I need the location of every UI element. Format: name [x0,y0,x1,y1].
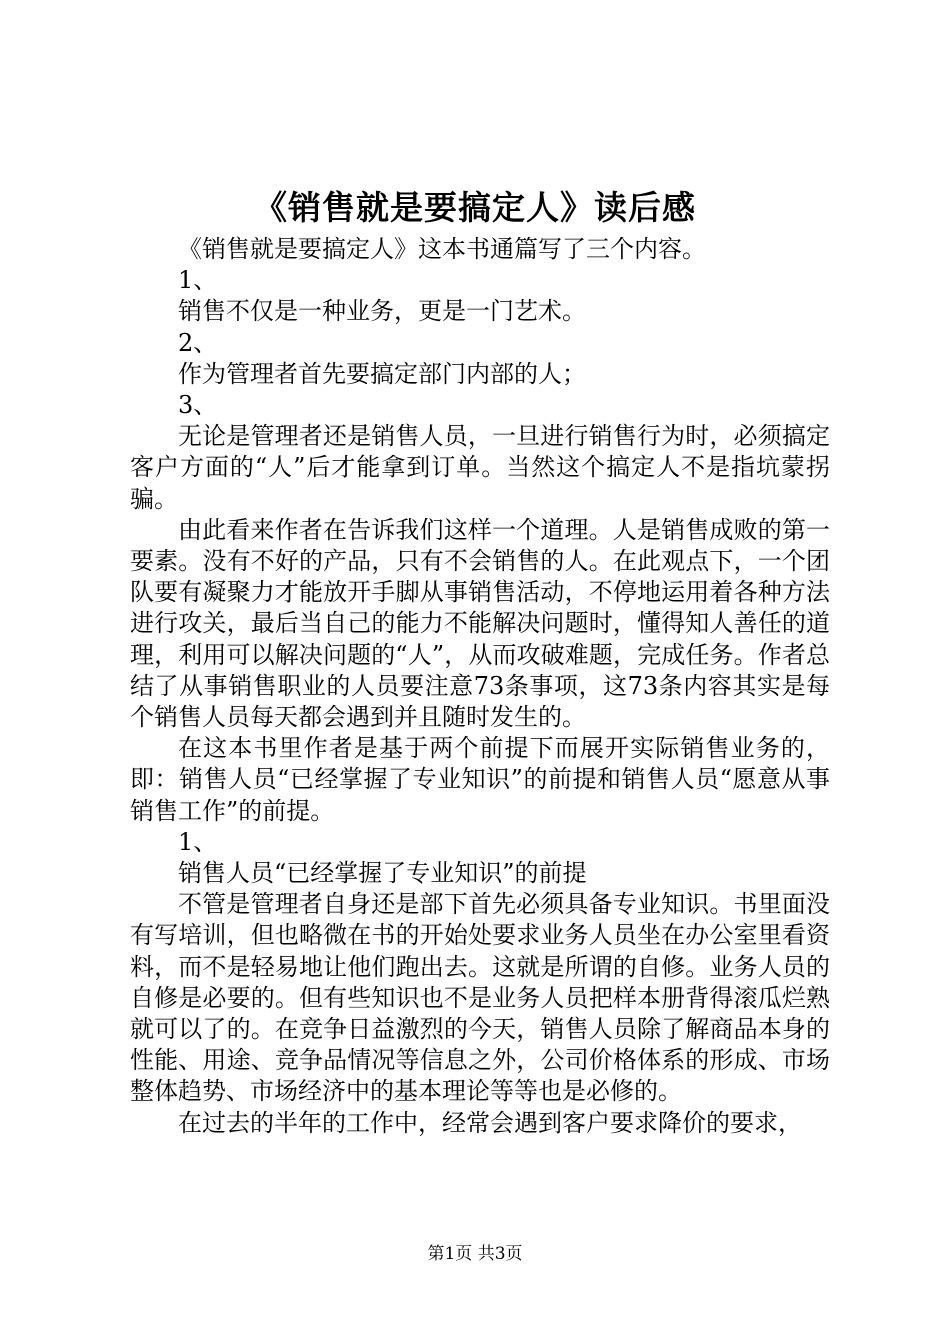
page-footer: 第1页 共3页 [427,1244,523,1264]
list-number: 2、 [178,328,218,357]
paragraph: 由此看来作者在告诉我们这样一个道理。人是销售成败的第一要素。没有不好的产品，只有不会销售的人。在此观点下，一个团队要有凝聚力才能放开手脚从事销售活动，不停地运用着各种方法进行攻关，最后当自己的能力不能解决问题时，懂得知人善任的道理，利用可以解决问题的“人”，从而攻破难题，完成任务。作者总结了从事销售职业的人员要注意73条事项，这73条内容其实是每个销售人员每天都会遇到并且随时发生的。 [130,515,830,732]
list-number: 1、 [178,827,218,856]
paragraph: 无论是管理者还是销售人员，一旦进行销售行为时，必须搞定客户方面的“人”后才能拿到订单。当然这个搞定人不是指坑蒙拐骗。 [130,422,830,513]
list-number: 3、 [178,391,218,420]
document-body [130,234,830,1139]
paragraph: 销售不仅是一种业务，更是一门艺术。 [178,297,586,326]
paragraph: 销售人员“已经掌握了专业知识”的前提 [178,859,587,888]
paragraph: 在过去的半年的工作中，经常会遇到客户要求降价的要求， [178,1108,802,1137]
list-number: 1、 [178,266,218,295]
paragraph: 在这本书里作者是基于两个前提下而展开实际销售业务的，即：销售人员“已经掌握了专业知识”的前提和销售人员“愿意从事销售工作”的前提。 [130,734,830,825]
document-title: 《销售就是要搞定人》读后感 [254,188,696,227]
paragraph: 作为管理者首先要搞定部门内部的人； [178,359,586,388]
paragraph: 《销售就是要搞定人》这本书通篇写了三个内容。 [178,235,706,263]
paragraph: 不管是管理者自身还是部下首先必须具备专业知识。书里面没有写培训，但也略微在书的开始处要求业务人员坐在办公室里看资料，而不是轻易地让他们跑出去。这就是所谓的自修。业务人员的自修是必要的。但有些知识也不是业务人员把样本册背得滚瓜烂熟就可以了的。在竞争日益激烈的今天，销售人员除了解商品本身的性能、用途、竞争品情况等信息之外，公司价格体系的形成、市场整体趋势、市场经济中的基本理论等等也是必修的。 [130,890,830,1106]
